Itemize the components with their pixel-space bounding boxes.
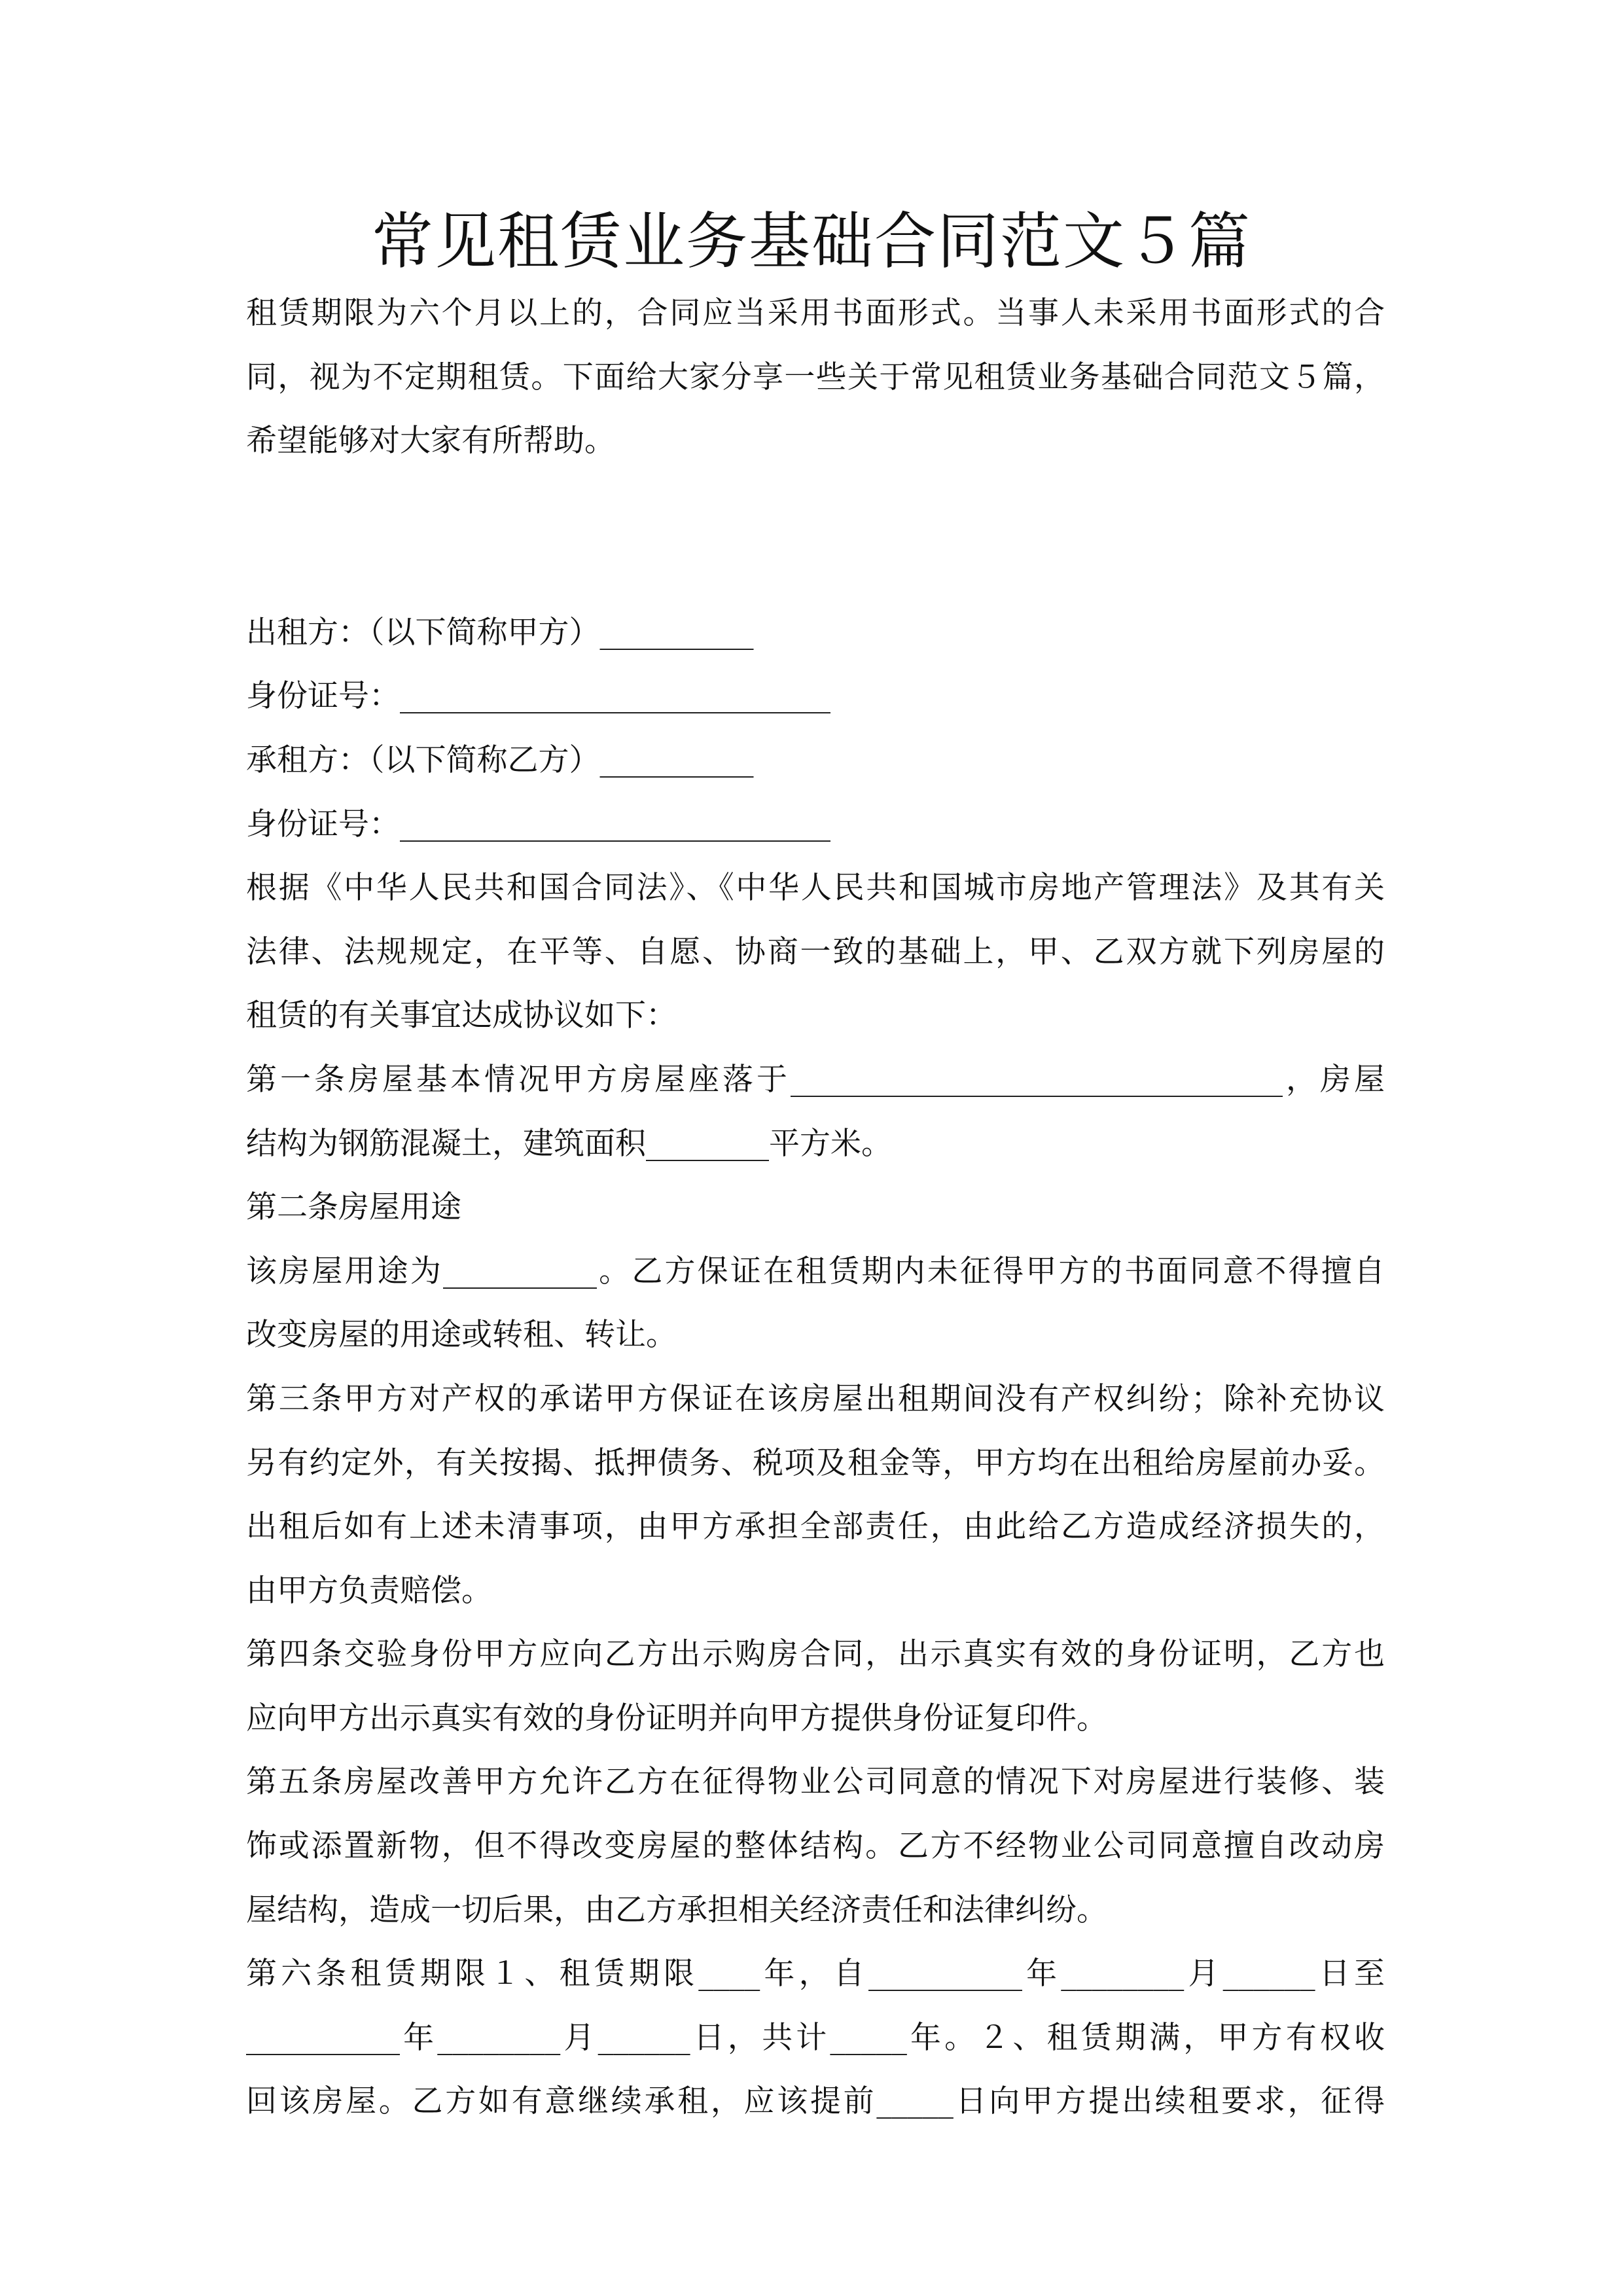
article-2-line-2: 改变房屋的用途或转租、转让。: [246, 1317, 677, 1354]
article-2-line-1: 该房屋用途为__________。乙方保证在租赁期内未征得甲方的书面同意不得擅自: [246, 1253, 1385, 1289]
paragraph-gap: [246, 473, 1385, 601]
article-3-line-2: 另有约定外，有关按揭、抵押债务、税项及租金等，甲方均在出租给房屋前办妥。: [246, 1444, 1385, 1481]
article-6-line-3: 回该房屋。乙方如有意继续承租，应该提前_____日向甲方提出续租要求，征得: [246, 2083, 1385, 2120]
intro-line-2: 同，视为不定期租赁。下面给大家分享一些关于常见租赁业务基础合同范文５篇，: [246, 359, 1385, 395]
intro-line-3: 希望能够对大家有所帮助。: [246, 423, 615, 459]
article-3-line-3: 出租后如有上述未清事项，由甲方承担全部责任，由此给乙方造成经济损失的，: [246, 1509, 1385, 1545]
article-1-line-1: 第一条房屋基本情况甲方房屋座落于________________________________，房屋: [246, 1061, 1385, 1098]
preamble-line-2: 法律、法规规定，在平等、自愿、协商一致的基础上，甲、乙双方就下列房屋的: [246, 933, 1385, 970]
article-5-line-2: 饰或添置新物，但不得改变房屋的整体结构。乙方不经物业公司同意擅自改动房: [246, 1828, 1385, 1865]
article-4-line-2: 应向甲方出示真实有效的身份证明并向甲方提供身份证复印件。: [246, 1700, 1107, 1736]
article-1-line-2: 结构为钢筋混凝土，建筑面积________平方米。: [246, 1125, 892, 1162]
article-5-line-3: 屋结构，造成一切后果，由乙方承担相关经济责任和法律纠纷。: [246, 1892, 1107, 1928]
document-body: [246, 281, 1385, 2134]
article-3-line-4: 由甲方负责赔偿。: [246, 1572, 492, 1609]
lessor-id-field: 身份证号：____________________________: [246, 678, 830, 715]
lessee-field: 承租方：（以下简称乙方）__________: [246, 742, 754, 778]
article-3-line-1: 第三条甲方对产权的承诺甲方保证在该房屋出租期间没有产权纠纷；除补充协议: [246, 1380, 1385, 1417]
article-5-line-1: 第五条房屋改善甲方允许乙方在征得物业公司同意的情况下对房屋进行装修、装: [246, 1764, 1385, 1801]
preamble-line-1: 根据《中华人民共和国合同法》、《中华人民共和国城市房地产管理法》及其有关: [246, 870, 1385, 906]
lessor-field: 出租方：（以下简称甲方）__________: [246, 614, 754, 651]
preamble-line-3: 租赁的有关事宜达成协议如下：: [246, 997, 677, 1034]
document-title: 常见租赁业务基础合同范文５篇: [371, 206, 1251, 278]
intro-line-1: 租赁期限为六个月以上的，合同应当采用书面形式。当事人未采用书面形式的合: [246, 295, 1385, 331]
lessee-id-field: 身份证号：____________________________: [246, 806, 830, 842]
article-6-line-2: __________年________月______日，共计_____年。２、租赁期满，甲方有权收: [246, 2019, 1385, 2056]
article-2-heading: 第二条房屋用途: [246, 1189, 461, 1226]
article-4-line-1: 第四条交验身份甲方应向乙方出示购房合同，出示真实有效的身份证明，乙方也: [246, 1636, 1385, 1673]
article-6-line-1: 第六条租赁期限１、租赁期限____年，自__________年________月______日至: [246, 1956, 1385, 1992]
